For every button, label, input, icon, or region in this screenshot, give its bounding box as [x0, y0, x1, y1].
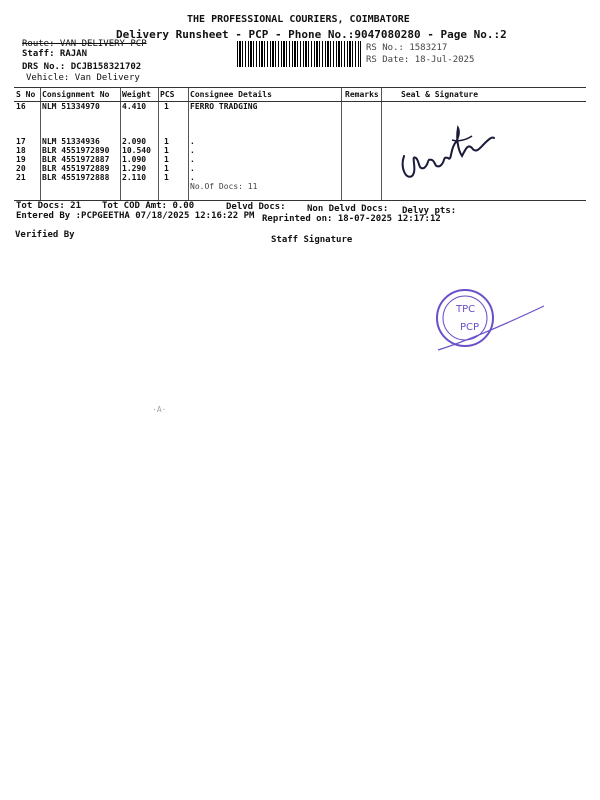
- col-header-pcs: PCS: [158, 88, 188, 102]
- table-bottom-rule: [14, 200, 586, 201]
- cell-weight: 1.290: [122, 164, 147, 173]
- verified-by: Verified By: [15, 230, 75, 240]
- cell-consignment: NLM 51334936: [42, 137, 100, 146]
- col-header-sno: S No: [14, 88, 40, 102]
- table-row: [14, 102, 586, 112]
- entered-by: Entered By :PCPGEETHA 07/18/2025 12:16:22 PM: [16, 211, 255, 221]
- delvy-pts: Delvy pts:: [402, 206, 457, 216]
- cell-pcs: 1: [164, 164, 169, 173]
- rs-date: RS Date: 18-Jul-2025: [366, 55, 475, 65]
- stamp-text-bottom: PCP: [460, 322, 480, 333]
- barcode-image: [237, 41, 361, 67]
- tot-docs: Tot Docs: 21: [16, 201, 82, 211]
- drs-number: DRS No.: DCJB158321702: [22, 62, 142, 72]
- cell-weight: 4.410: [122, 102, 147, 111]
- cell-consignee: .: [190, 173, 195, 182]
- company-name: THE PROFESSIONAL COURIERS, COIMBATORE: [187, 14, 410, 25]
- col-header-seal: Seal & Signature: [381, 88, 586, 102]
- stamp-text-top: TPC: [456, 304, 476, 315]
- col-header-consignment: Consignment No: [40, 88, 120, 102]
- cell-sno: 20: [16, 164, 26, 173]
- vehicle-label: Vehicle: Van Delivery: [26, 73, 140, 83]
- cell-pcs: 1: [164, 146, 169, 155]
- handwritten-signature: [396, 118, 501, 193]
- cell-consignee: .: [190, 137, 195, 146]
- tot-cod-amt: Tot COD Amt: 0.00: [102, 201, 195, 211]
- seal-stamp: [430, 280, 550, 356]
- cell-consignment: BLR 4551972890: [42, 146, 110, 155]
- no-of-docs: No.Of Docs: 11: [190, 182, 258, 191]
- cell-weight: 1.090: [122, 155, 147, 164]
- col-header-weight: Weight: [120, 88, 158, 102]
- cell-pcs: 1: [164, 137, 169, 146]
- delvd-docs: Delvd Docs:: [226, 202, 286, 212]
- cell-sno: 18: [16, 146, 26, 155]
- col-header-remarks: Remarks: [341, 88, 381, 102]
- cell-consignment: NLM 51334970: [42, 102, 100, 111]
- cell-weight: 10.540: [122, 146, 151, 155]
- cell-pcs: 1: [164, 173, 169, 182]
- cell-sno: 19: [16, 155, 26, 164]
- cell-consignee: FERRO TRADGING: [190, 102, 258, 111]
- cell-consignee: .: [190, 164, 195, 173]
- cell-sno: 16: [16, 102, 26, 111]
- reprinted-on: Reprinted on: 18-07-2025 12:17:12: [262, 214, 441, 224]
- staff-signature-label: Staff Signature: [271, 235, 353, 245]
- rs-number: RS No.: 1583217: [366, 43, 448, 53]
- staff-label: Staff: RAJAN: [22, 49, 88, 59]
- non-delvd-docs: Non Delvd Docs:: [307, 204, 389, 214]
- col-header-consignee: Consignee Details: [188, 88, 341, 102]
- runsheet-title: Delivery Runsheet - PCP - Phone No.:9047080280 - Page No.:2: [116, 28, 507, 41]
- cell-pcs: 1: [164, 155, 169, 164]
- cell-sno: 21: [16, 173, 26, 182]
- scan-speck: ·A·: [152, 405, 167, 414]
- cell-sno: 17: [16, 137, 26, 146]
- cell-pcs: 1: [164, 102, 169, 111]
- cell-weight: 2.090: [122, 137, 147, 146]
- cell-consignment: BLR 4551972888: [42, 173, 110, 182]
- cell-consignment: BLR 4551972889: [42, 164, 110, 173]
- cell-consignee: .: [190, 146, 195, 155]
- route-label: Route: VAN DELIVERY PCP: [22, 39, 147, 49]
- cell-consignment: BLR 4551972887: [42, 155, 110, 164]
- table-header-row: [14, 88, 586, 102]
- cell-weight: 2.110: [122, 173, 147, 182]
- cell-consignee: .: [190, 155, 195, 164]
